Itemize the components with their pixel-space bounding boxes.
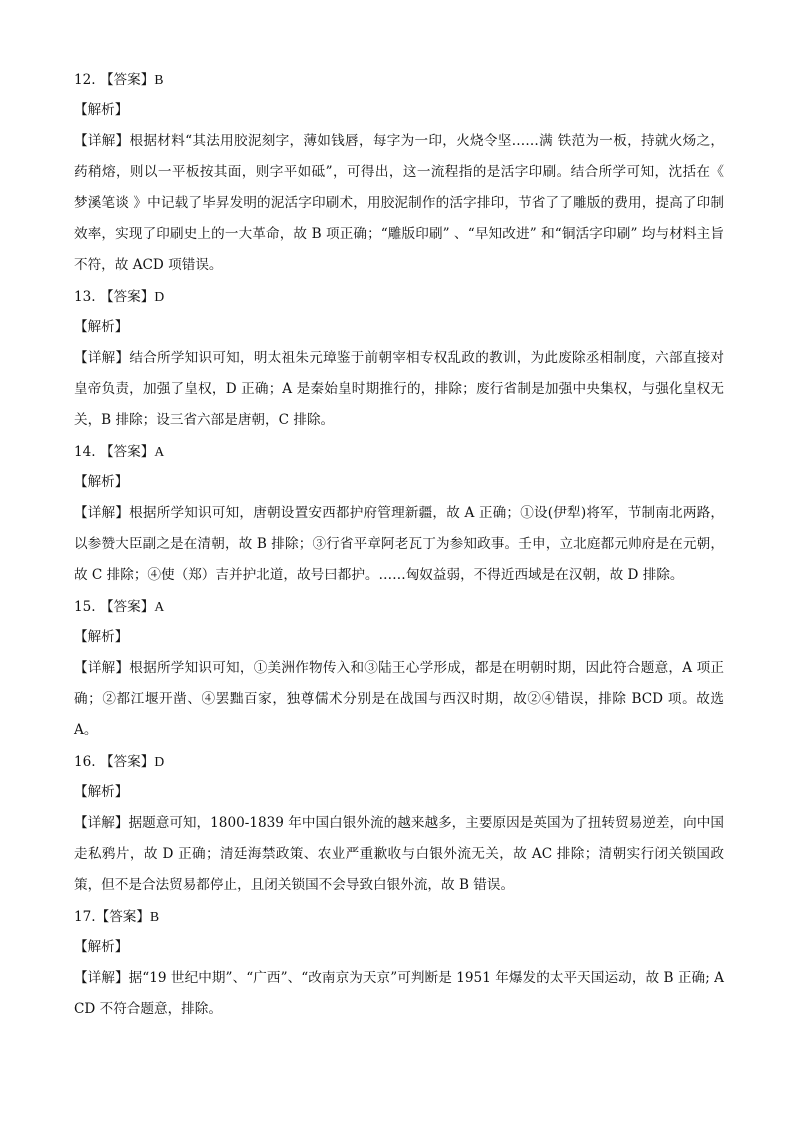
question-block-17 [74, 901, 724, 1025]
answer-line [74, 64, 724, 95]
answer-value: A [154, 444, 165, 459]
answer-label: 【答案】 [99, 289, 155, 305]
detail-text: 【详解】根据所学知识可知，①美洲作物传入和③陆王心学形成，都是在明朝时期，因此符合题意，A 项正确；②都江堰开凿、④罢黜百家，独尊儒术分别是在战国与西汉时期，故②④错误，排除 BCD 项。故选 A。 [74, 660, 724, 738]
answer-label: 【答案】 [95, 909, 150, 925]
answer-value: D [154, 754, 165, 769]
question-block-14 [74, 436, 724, 591]
question-number: 16. [74, 754, 96, 770]
analysis-label: 【解析】 [74, 784, 129, 800]
question-number: 13. [74, 289, 96, 305]
answer-value: B [150, 909, 160, 924]
detail-text: 【详解】根据材料“其法用胶泥刻字，薄如钱唇，每字为一印，火烧令坚……满 铁范为一板，持就火炀之，药稍熔，则以一平板按其面，则字平如砥”，可得出，这一流程指的是活字印刷。结合所学可知，沈括在《 梦溪笔谈 》中记载了毕昇发明的泥活字印刷术，用胶泥制作的活字排印，节省了了雕版的费用，提高了印制效率，实现了印刷史上的一大革命，故 B 项正确；“雕版印刷” 、“早知改进” 和“铜活字印刷” 均与材料主旨不符，故 ACD 项错误。 [74, 133, 724, 273]
detail-text: 【详解】根据所学知识可知，唐朝设置安西都护府管理新疆，故 A 正确；①设(伊犁)将军，节制南北两路，以参赞大臣副之是在清朝，故 B 排除；③行省平章阿老瓦丁为参知政事。壬申，立北庭都元帅府是在元朝，故 C 排除；④使（郑）吉并护北道，故号曰都护。……匈奴益弱，不得近西域是在汉朝，故 D 排除。 [74, 505, 724, 583]
question-block-12 [74, 64, 724, 281]
detail-text: 【详解】据“19 世纪中期”、“广西”、“改南京为天京”可判断是 1951 年爆发的太平天国运动，故 B 正确; ACD 不符合题意，排除。 [74, 970, 724, 1017]
analysis-label: 【解析】 [74, 939, 129, 955]
question-block-15 [74, 591, 724, 746]
answer-line [74, 746, 724, 777]
answer-line [74, 281, 724, 312]
answer-value: D [154, 289, 165, 304]
answer-label: 【答案】 [99, 599, 155, 615]
answer-value: A [154, 599, 165, 614]
answer-line [74, 436, 724, 467]
detail-text: 【详解】据题意可知，1800-1839 年中国白银外流的越来越多，主要原因是英国为了扭转贸易逆差，向中国走私鸦片，故 D 正确；清廷海禁政策、农业严重歉收与白银外流无关，故 AC 排除；清朝实行闭关锁国政策，但不是合法贸易都停止，且闭关锁国不会导致白银外流，故 B 错误。 [74, 815, 724, 893]
answer-line [74, 591, 724, 622]
question-number: 15. [74, 599, 96, 615]
question-number: 12. [74, 72, 96, 88]
detail-text: 【详解】结合所学知识可知，明太祖朱元璋鉴于前朝宰相专权乱政的教训，为此废除丞相制度，六部直接对皇帝负责，加强了皇权，D 正确；A 是秦始皇时期推行的，排除；废行省制是加强中央集权，与强化皇权无关，B 排除；设三省六部是唐朝，C 排除。 [74, 350, 724, 428]
question-number: 17. [74, 909, 96, 925]
answer-label: 【答案】 [99, 754, 155, 770]
question-number: 14. [74, 444, 96, 460]
analysis-label: 【解析】 [74, 319, 129, 335]
answer-value: B [154, 72, 164, 87]
question-block-13 [74, 281, 724, 436]
analysis-label: 【解析】 [74, 102, 129, 118]
answer-key-content [74, 64, 724, 1025]
analysis-label: 【解析】 [74, 629, 129, 645]
answer-line [74, 901, 724, 932]
question-block-16 [74, 746, 724, 901]
analysis-label: 【解析】 [74, 474, 129, 490]
answer-label: 【答案】 [99, 444, 155, 460]
answer-label: 【答案】 [99, 72, 155, 88]
